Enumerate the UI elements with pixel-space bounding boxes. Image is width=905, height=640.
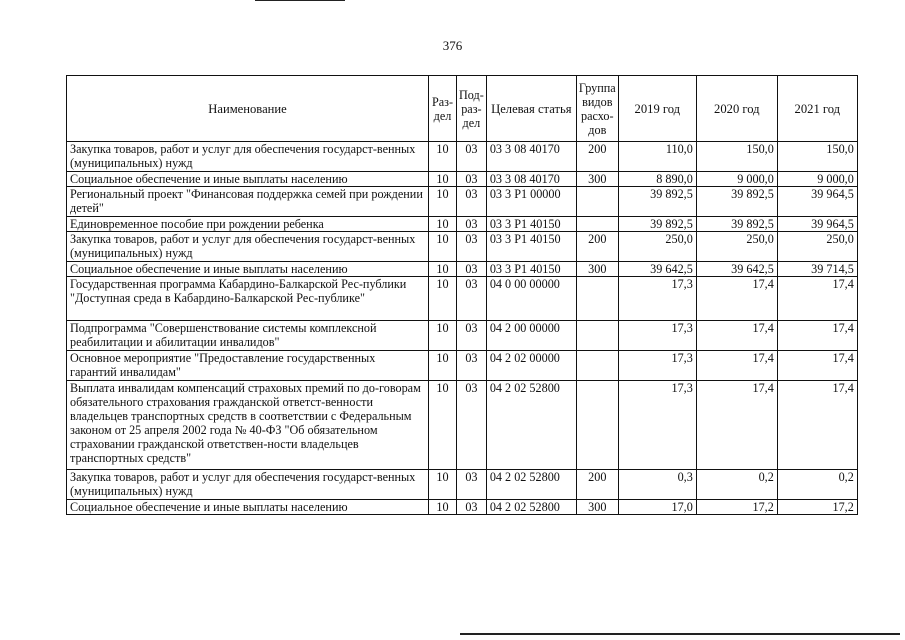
row-target: 03 3 P1 40150 (486, 217, 576, 232)
row-section: 10 (429, 232, 457, 262)
row-group: 200 (576, 142, 618, 172)
row-name: Социальное обеспечение и иные выплаты населению (67, 172, 429, 187)
row-group: 300 (576, 262, 618, 277)
row-2019: 39 892,5 (618, 217, 696, 232)
row-target: 03 3 08 40170 (486, 142, 576, 172)
row-section: 10 (429, 381, 457, 470)
row-2019: 17,3 (618, 277, 696, 321)
row-section: 10 (429, 321, 457, 351)
row-name: Социальное обеспечение и иные выплаты населению (67, 262, 429, 277)
row-section: 10 (429, 351, 457, 381)
row-section: 10 (429, 470, 457, 500)
row-section: 10 (429, 172, 457, 187)
row-target: 04 2 02 00000 (486, 351, 576, 381)
row-2019: 110,0 (618, 142, 696, 172)
row-name: Региональный проект "Финансовая поддержка семей при рождении детей" (67, 187, 429, 217)
table-row (67, 500, 858, 515)
row-2021: 17,4 (777, 277, 857, 321)
table-row (67, 277, 858, 321)
row-subsection: 03 (457, 187, 487, 217)
row-2020: 39 892,5 (696, 187, 777, 217)
row-2021: 17,2 (777, 500, 857, 515)
row-2020: 9 000,0 (696, 172, 777, 187)
row-subsection: 03 (457, 321, 487, 351)
row-section: 10 (429, 277, 457, 321)
row-group: 200 (576, 470, 618, 500)
header-2019: 2019 год (618, 76, 696, 142)
row-target: 04 0 00 00000 (486, 277, 576, 321)
row-2020: 39 642,5 (696, 262, 777, 277)
row-2021: 17,4 (777, 321, 857, 351)
row-name: Единовременное пособие при рождении ребенка (67, 217, 429, 232)
row-target: 04 2 02 52800 (486, 381, 576, 470)
table-row (67, 381, 858, 470)
row-2021: 0,2 (777, 470, 857, 500)
row-target: 04 2 00 00000 (486, 321, 576, 351)
header-section: Раз-дел (429, 76, 457, 142)
row-subsection: 03 (457, 470, 487, 500)
page-number: 376 (442, 38, 463, 53)
row-group: 300 (576, 172, 618, 187)
row-2019: 0,3 (618, 470, 696, 500)
row-group (576, 187, 618, 217)
row-2020: 17,4 (696, 381, 777, 470)
row-2020: 17,4 (696, 321, 777, 351)
row-target: 03 3 P1 00000 (486, 187, 576, 217)
row-2019: 39 892,5 (618, 187, 696, 217)
table-body (67, 142, 858, 515)
row-subsection: 03 (457, 217, 487, 232)
row-subsection: 03 (457, 500, 487, 515)
row-group (576, 381, 618, 470)
row-subsection: 03 (457, 172, 487, 187)
row-2020: 39 892,5 (696, 217, 777, 232)
row-2019: 8 890,0 (618, 172, 696, 187)
row-2021: 17,4 (777, 351, 857, 381)
row-2019: 250,0 (618, 232, 696, 262)
row-subsection: 03 (457, 351, 487, 381)
table-row (67, 232, 858, 262)
header-subsection: Под-раз-дел (457, 76, 487, 142)
row-2019: 17,3 (618, 351, 696, 381)
row-2019: 39 642,5 (618, 262, 696, 277)
row-name: Закупка товаров, работ и услуг для обеспечения государст-венных (муниципальных) нужд (67, 470, 429, 500)
header-name: Наименование (67, 76, 429, 142)
header-2020: 2020 год (696, 76, 777, 142)
row-target: 04 2 02 52800 (486, 470, 576, 500)
row-2020: 250,0 (696, 232, 777, 262)
row-2021: 250,0 (777, 232, 857, 262)
row-section: 10 (429, 500, 457, 515)
scan-mark-top (255, 0, 345, 1)
header-2021: 2021 год (777, 76, 857, 142)
row-2021: 39 714,5 (777, 262, 857, 277)
row-group (576, 321, 618, 351)
row-2021: 150,0 (777, 142, 857, 172)
row-2020: 0,2 (696, 470, 777, 500)
row-section: 10 (429, 142, 457, 172)
table-row (67, 172, 858, 187)
row-name: Основное мероприятие "Предоставление государственных гарантий инвалидам" (67, 351, 429, 381)
row-group (576, 351, 618, 381)
table-row (67, 470, 858, 500)
row-subsection: 03 (457, 232, 487, 262)
row-name: Выплата инвалидам компенсаций страховых премий по до-говорам обязательного страхования гражданской ответст-венности владельцев транспортных средств в соответствии с Федеральным законом от 25 апреля 2002 года № 40-ФЗ "Об обязательном страховании гражданской ответствен-ности владельцев транспортных средств" (67, 381, 429, 470)
row-2019: 17,3 (618, 321, 696, 351)
row-target: 03 3 08 40170 (486, 172, 576, 187)
row-group: 300 (576, 500, 618, 515)
row-name: Закупка товаров, работ и услуг для обеспечения государст-венных (муниципальных) нужд (67, 232, 429, 262)
table-row (67, 142, 858, 172)
row-2021: 17,4 (777, 381, 857, 470)
table-row (67, 351, 858, 381)
row-target: 03 3 P1 40150 (486, 232, 576, 262)
row-2021: 9 000,0 (777, 172, 857, 187)
header-row (67, 76, 858, 142)
budget-table (66, 75, 858, 515)
row-group (576, 217, 618, 232)
row-subsection: 03 (457, 142, 487, 172)
row-group (576, 277, 618, 321)
row-2019: 17,0 (618, 500, 696, 515)
row-section: 10 (429, 262, 457, 277)
row-name: Закупка товаров, работ и услуг для обеспечения государст-венных (муниципальных) нужд (67, 142, 429, 172)
row-subsection: 03 (457, 277, 487, 321)
row-subsection: 03 (457, 262, 487, 277)
row-target: 04 2 02 52800 (486, 500, 576, 515)
row-name: Социальное обеспечение и иные выплаты населению (67, 500, 429, 515)
row-2021: 39 964,5 (777, 187, 857, 217)
row-2020: 150,0 (696, 142, 777, 172)
table-row (67, 187, 858, 217)
row-2020: 17,4 (696, 351, 777, 381)
table-row (67, 217, 858, 232)
table-row (67, 321, 858, 351)
row-section: 10 (429, 217, 457, 232)
row-2020: 17,4 (696, 277, 777, 321)
row-2020: 17,2 (696, 500, 777, 515)
row-name: Подпрограмма "Совершенствование системы комплексной реабилитации и абилитации инвалидов" (67, 321, 429, 351)
table-row (67, 262, 858, 277)
row-2019: 17,3 (618, 381, 696, 470)
row-name: Государственная программа Кабардино-Балкарской Рес-публики "Доступная среда в Кабардино-Балкарской Рес-публике" (67, 277, 429, 321)
row-subsection: 03 (457, 381, 487, 470)
row-section: 10 (429, 187, 457, 217)
row-2021: 39 964,5 (777, 217, 857, 232)
row-target: 03 3 P1 40150 (486, 262, 576, 277)
header-target: Целевая статья (486, 76, 576, 142)
scan-mark-bottom (460, 633, 900, 635)
header-group: Группа видов расхо-дов (576, 76, 618, 142)
row-group: 200 (576, 232, 618, 262)
